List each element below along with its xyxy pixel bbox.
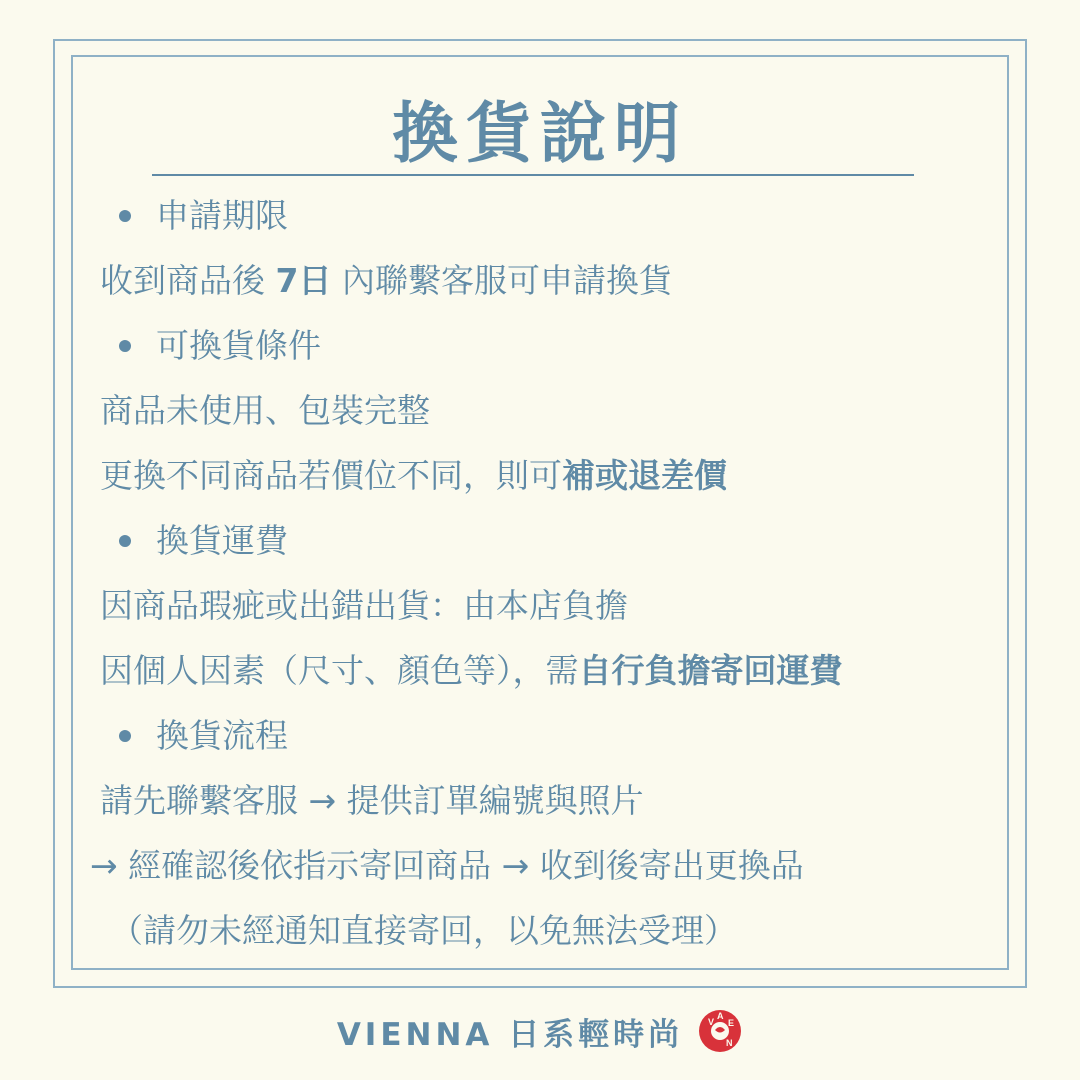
section-heading-conditions: 可換貨條件 (156, 326, 321, 365)
bullet-icon (119, 210, 131, 222)
bullet-icon (119, 535, 131, 547)
section-line: → 經確認後依指示寄回商品 → 收到後寄出更換品 (90, 846, 804, 885)
svg-text:E: E (728, 1018, 739, 1028)
bullet-icon (119, 340, 131, 352)
section-line: 商品未使用、包裝完整 (100, 391, 430, 430)
section-line: 更換不同商品若價位不同，則可補或退差價 (100, 456, 727, 495)
inner-frame (71, 55, 1009, 970)
page-title: 換貨說明 (392, 95, 688, 172)
svg-text:N: N (726, 1038, 737, 1048)
svg-text:A: A (717, 1011, 728, 1021)
svg-text:V: V (708, 1017, 719, 1027)
bullet-icon (119, 730, 131, 742)
footer (0, 1008, 1080, 1054)
section-line: （請勿未經通知直接寄回，以免無法受理） (110, 911, 737, 950)
section-line: 因個人因素（尺寸、顏色等），需自行負擔寄回運費 (100, 651, 843, 690)
section-line: 因商品瑕疵或出錯出貨：由本店負擔 (100, 586, 628, 625)
brand-name: VIENNA 日系輕時尚 (336, 1016, 684, 1053)
section-line: 請先聯繫客服 → 提供訂單編號與照片 (100, 781, 644, 820)
section-heading-process: 換貨流程 (156, 716, 288, 755)
section-heading-period: 申請期限 (156, 196, 288, 235)
section-line: 收到商品後 7日 內聯繫客服可申請換貨 (100, 261, 672, 300)
section-heading-shipping: 換貨運費 (156, 521, 288, 560)
title-underline (152, 174, 914, 176)
brand-logo-icon (697, 1008, 743, 1054)
